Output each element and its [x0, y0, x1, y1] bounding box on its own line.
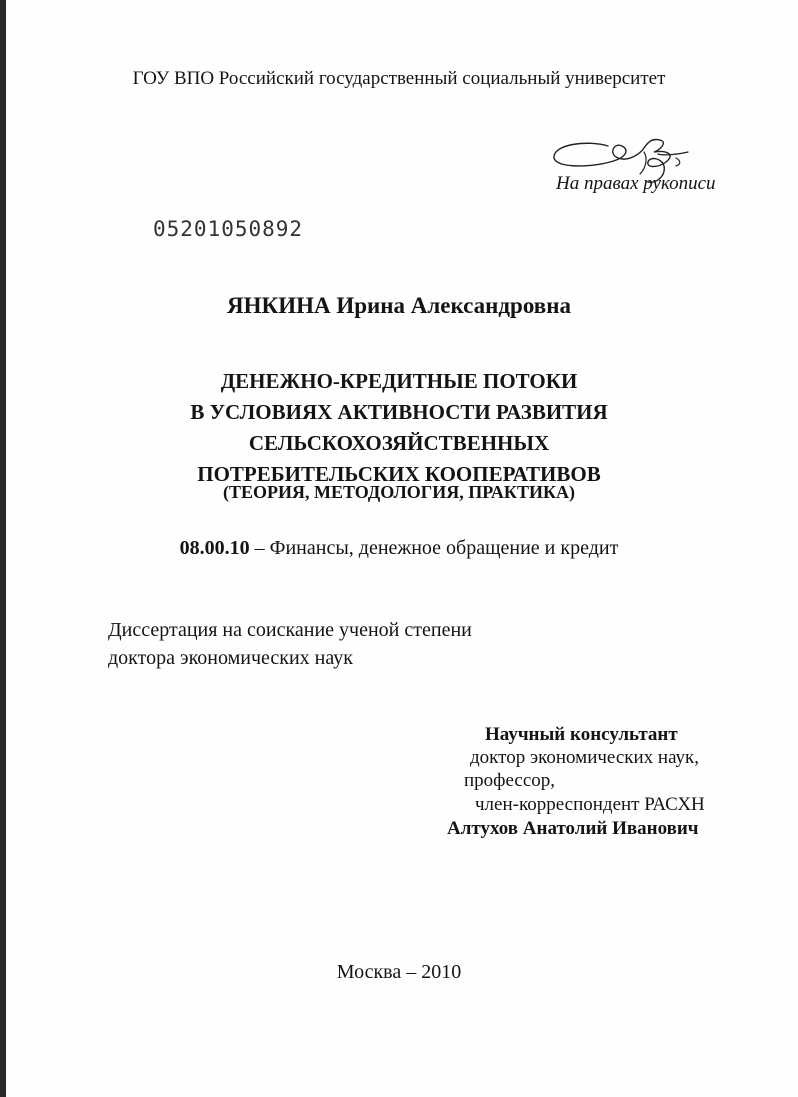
title-line: ДЕНЕЖНО-КРЕДИТНЫЕ ПОТОКИ	[220, 369, 578, 393]
city-year: Москва – 2010	[336, 961, 462, 983]
author-name: ЯНКИНА Ирина Александровна	[227, 293, 571, 318]
dissertation-title	[0, 366, 798, 490]
title-subtitle: (ТЕОРИЯ, МЕТОДОЛОГИЯ, ПРАКТИКА)	[222, 482, 576, 502]
specialty-line	[0, 537, 798, 560]
advisor-degree: доктор экономических наук,	[470, 747, 700, 768]
title-line: СЕЛЬСКОХОЗЯЙСТВЕННЫХ	[248, 431, 550, 455]
advisor-label: Научный консультант	[485, 724, 678, 745]
registration-code: 05201050892	[153, 217, 304, 241]
specialty-name: – Финансы, денежное обращение и кредит	[249, 537, 619, 559]
degree-line-1: Диссертация на соискание ученой степени	[108, 619, 472, 641]
university-name: ГОУ ВПО Российский государственный социальный университет	[132, 68, 666, 89]
degree-line-2: доктора экономических наук	[108, 647, 353, 669]
manuscript-note: На правах рукописи	[556, 173, 716, 194]
title-line: В УСЛОВИЯХ АКТИВНОСТИ РАЗВИТИЯ	[190, 400, 608, 424]
advisor-title: профессор,	[464, 770, 556, 791]
specialty-code: 08.00.10	[179, 537, 250, 559]
title-line: ПОТРЕБИТЕЛЬСКИХ КООПЕРАТИВОВ	[197, 462, 601, 486]
advisor-name: Алтухов Анатолий Иванович	[447, 818, 699, 839]
advisor-membership: член-корреспондент РАСХН	[475, 794, 705, 815]
